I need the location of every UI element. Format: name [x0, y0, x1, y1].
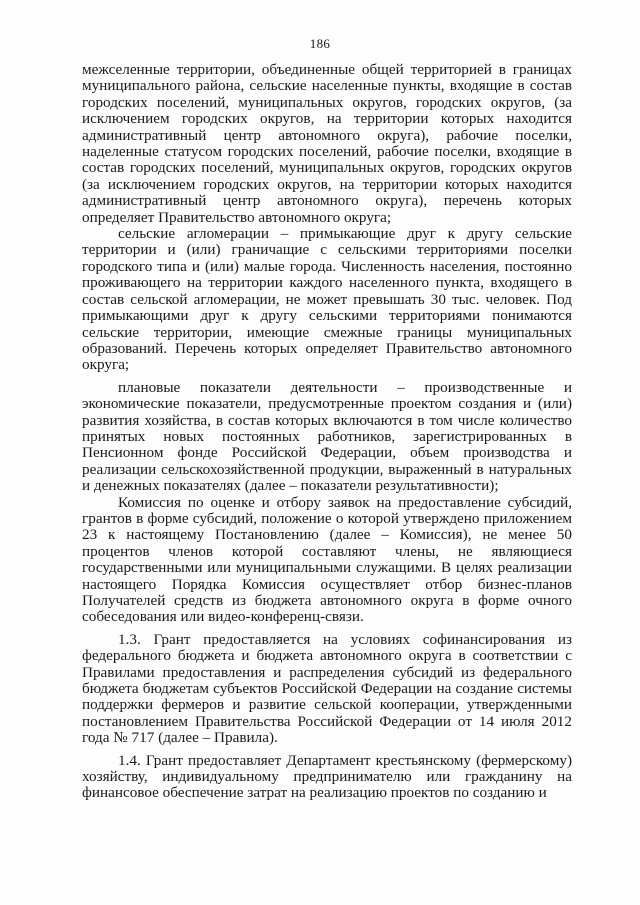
document-body — [82, 62, 572, 802]
paragraph-section-1-3: 1.3. Грант предоставляется на условиях софинансирования из федерального бюджета и бюджета автономного округа в соответствии с Правилами предоставления и распределения субсидий из федерального бюджета бюджетам субъектов Российской Федерации на создание системы поддержки фермеров и развитие сельской кооперации, утвержденными постановлением Правительства Российской Федерации от 14 июля 2012 года № 717 (далее – Правила). — [82, 630, 572, 747]
paragraph-planned-indicators: плановые показатели деятельности – производственные и экономические показатели, предусмотренные проектом создания и (или) развития хозяйства, в состав которых включаются в том числе количество принятых новых постоянных работников, зарегистрированных в Пенсионном фонде Российской Федерации, объем производства и реализации сельскохозяйственной продукции, выраженный в натуральных и денежных показателях (далее – показатели результативности); — [82, 378, 572, 495]
paragraph-rural-agglomerations: сельские агломерации – примыкающие друг к другу сельские территории и (или) граничащие с сельскими территориями поселки городского типа и (или) малые города. Численность населения, постоянно проживающего на территории каждого населенного пункта, входящего в состав сельской агломерации, не может превышать 30 тыс. человек. Под примыкающими друг к другу сельскими территориями понимаются сельские территории, имеющие смежные границы муниципальных образований. Перечень которых определяет Правительство автономного округа; — [82, 225, 572, 374]
paragraph-section-1-4: 1.4. Грант предоставляет Департамент крестьянскому (фермерскому) хозяйству, индивидуальному предпринимателю или гражданину на финансовое обеспечение затрат на реализацию проектов по созданию и — [82, 751, 572, 802]
page-number: 186 — [309, 36, 331, 51]
paragraph-rural-territories-continued: межселенные территории, объединенные общей территорией в границах муниципального района, сельские населенные пункты, входящие в состав городских поселений, муниципальных округов, городских округов, (за исключением городских округов, на территории которых находится административный центр автономного округа), рабочие поселки, наделенные статусом городских поселений, рабочие поселки, входящие в состав городских поселений, муниципальных округов, городских округов (за исключением городских округов, на территории которых находится административный центр автономного округа), перечень которых определяет Правительство автономного округа; — [82, 61, 572, 226]
paragraph-commission: Комиссия по оценке и отбору заявок на предоставление субсидий, грантов в форме субсидий, положение о которой утверждено приложением 23 к настоящему Постановлению (далее – Комиссия), не менее 50 процентов членов которой составляют члены, не являющиеся государственными или муниципальными служащими. В целях реализации настоящего Порядка Комиссия осуществляет отбор бизнес-планов Получателей средств из бюджета автономного округа в форме очного собеседования или видео-конференц-связи. — [82, 493, 572, 626]
